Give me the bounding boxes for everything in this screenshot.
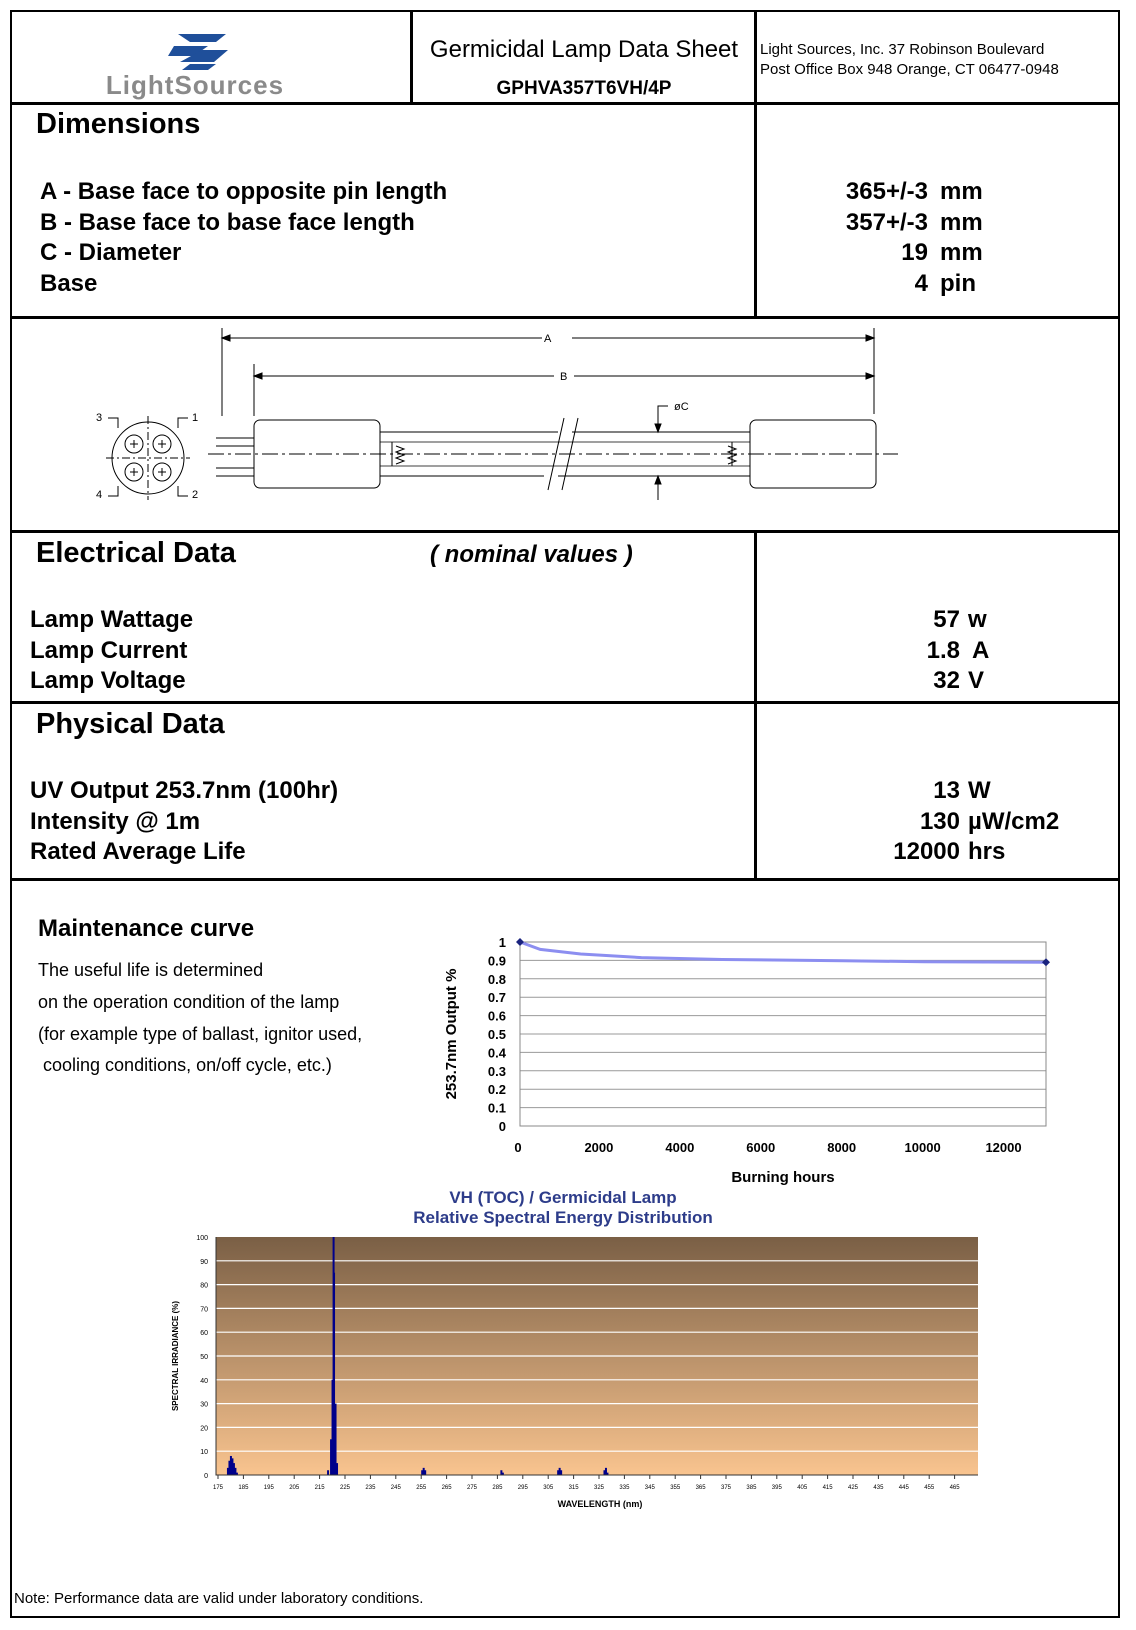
- electrical-label: Lamp Current: [30, 637, 188, 664]
- x-tick-label: 275: [466, 1485, 478, 1491]
- y-tick-label: 0: [498, 1119, 506, 1134]
- y-tick-label: 0.1: [487, 1100, 506, 1116]
- x-tick-label: 355: [670, 1485, 681, 1491]
- divider: [754, 10, 757, 103]
- y-tick-label: 0.3: [487, 1063, 506, 1079]
- y-tick-label: 0.8: [487, 971, 506, 987]
- dimension-value: 4: [914, 270, 928, 297]
- x-tick-label: 235: [365, 1485, 376, 1491]
- physical-unit: µW/cm2: [968, 808, 1060, 835]
- physical-value: 130: [919, 808, 960, 835]
- y-tick-label: 0.4: [487, 1045, 506, 1061]
- maintenance-text: (for example type of ballast, ignitor used,: [38, 1024, 363, 1044]
- x-tick-label: 2000: [584, 1140, 614, 1155]
- physical-label: Intensity @ 1m: [30, 808, 201, 835]
- spectral-y-axis-label: SPECTRAL IRRADIANCE (%): [171, 1300, 180, 1412]
- logo-text: LightSources: [105, 70, 285, 100]
- x-tick-label: 465: [949, 1485, 960, 1491]
- dimension-label: A - Base face to opposite pin length: [40, 178, 448, 205]
- dimension-unit: mm: [940, 178, 983, 205]
- y-tick-label: 0: [204, 1473, 208, 1480]
- electrical-subtitle: ( nominal values ): [430, 541, 633, 568]
- pin-label: 1: [192, 412, 199, 424]
- x-tick-label: 325: [593, 1485, 605, 1491]
- maintenance-text: cooling conditions, on/off cycle, etc.): [38, 1055, 332, 1075]
- x-tick-label: 445: [898, 1485, 909, 1491]
- x-tick-label: 415: [822, 1485, 833, 1491]
- x-tick-label: 345: [644, 1485, 655, 1491]
- x-tick-label: 425: [847, 1485, 859, 1491]
- x-tick-label: 265: [441, 1485, 452, 1491]
- x-tick-label: 385: [746, 1485, 757, 1491]
- data-point: [516, 938, 524, 946]
- x-tick-label: 6000: [746, 1140, 776, 1155]
- spectral-bar: [560, 1470, 562, 1475]
- electrical-label: Lamp Wattage: [30, 606, 194, 633]
- physical-unit: hrs: [968, 838, 1006, 865]
- dimension-value: 19: [901, 239, 928, 266]
- dimension-b-label: B: [560, 371, 568, 383]
- divider: [10, 878, 1120, 881]
- spectral-bar: [336, 1463, 338, 1475]
- maintenance-text: on the operation condition of the lamp: [38, 992, 340, 1012]
- maintenance-title: Maintenance curve: [38, 915, 255, 942]
- electrical-title: Electrical Data: [36, 537, 236, 569]
- y-tick-label: 100: [196, 1235, 208, 1242]
- dimensions-title: Dimensions: [36, 108, 201, 140]
- pin-label: 3: [96, 412, 103, 424]
- divider: [10, 530, 1120, 533]
- electrical-value: 57: [933, 606, 960, 633]
- x-tick-label: 405: [797, 1485, 808, 1491]
- x-tick-label: 245: [390, 1485, 401, 1491]
- dimension-label: C - Diameter: [40, 239, 182, 266]
- spectral-title: VH (TOC) / Germicidal Lamp: [449, 1188, 677, 1207]
- base-end-view: [96, 412, 198, 501]
- dimension-label: B - Base face to base face length: [40, 209, 415, 236]
- dimension-label: Base: [40, 270, 98, 297]
- x-tick-label: 185: [238, 1485, 249, 1491]
- physical-value: 12000: [893, 838, 960, 865]
- physical-label: Rated Average Life: [30, 838, 246, 865]
- lamp-drawing: [12, 320, 1118, 528]
- data-point: [1042, 958, 1050, 966]
- y-tick-label: 0.9: [487, 953, 506, 969]
- divider: [754, 530, 757, 702]
- x-tick-label: 195: [263, 1485, 274, 1491]
- y-tick-label: 60: [200, 1330, 208, 1338]
- y-axis-label: 253.7nm Output %: [443, 968, 460, 1100]
- address-line-1: Light Sources, Inc. 37 Robinson Boulevard: [760, 41, 1045, 58]
- x-tick-label: 335: [619, 1485, 630, 1491]
- output-curve: [520, 942, 1046, 962]
- y-tick-label: 30: [200, 1401, 208, 1409]
- x-tick-label: 395: [771, 1485, 782, 1491]
- x-tick-label: 285: [492, 1485, 503, 1491]
- x-tick-label: 175: [212, 1485, 224, 1491]
- x-tick-label: 205: [289, 1485, 300, 1491]
- y-tick-label: 20: [200, 1425, 208, 1433]
- spectral-x-axis-label: WAVELENGTH (nm): [557, 1499, 643, 1509]
- x-tick-label: 295: [517, 1485, 528, 1491]
- electrical-unit: w: [968, 606, 987, 633]
- spectral-chart: [160, 1185, 1000, 1525]
- divider: [10, 316, 1120, 319]
- dimension-unit: mm: [940, 209, 983, 236]
- physical-value: 13: [933, 777, 960, 804]
- y-tick-label: 80: [200, 1282, 208, 1290]
- x-tick-label: 4000: [665, 1140, 695, 1155]
- document-title: Germicidal Lamp Data Sheet: [429, 36, 739, 63]
- model-number: GPHVA357T6VH/4P: [496, 78, 672, 99]
- y-tick-label: 0.5: [487, 1027, 506, 1042]
- physical-label: UV Output 253.7nm (100hr): [30, 777, 339, 804]
- y-tick-label: 70: [200, 1306, 208, 1314]
- divider: [754, 102, 757, 317]
- company-logo: [60, 28, 330, 98]
- dimension-a-label: A: [544, 333, 552, 345]
- footer-note: Note: Performance data are valid under laboratory conditions.: [14, 1590, 424, 1607]
- physical-unit: W: [968, 777, 991, 804]
- physical-title: Physical Data: [36, 708, 225, 740]
- company-address: [760, 40, 1059, 80]
- y-tick-label: 0.7: [487, 990, 506, 1006]
- electrical-label: Lamp Voltage: [30, 667, 186, 694]
- dimension-unit: pin: [940, 270, 976, 297]
- electrical-value: 32: [933, 667, 960, 694]
- y-tick-label: 10: [200, 1449, 208, 1457]
- spectral-subtitle: Relative Spectral Energy Distribution: [413, 1208, 713, 1227]
- x-tick-label: 215: [314, 1485, 325, 1491]
- x-tick-label: 8000: [827, 1140, 857, 1155]
- dimension-value: 357+/-3: [845, 209, 928, 236]
- x-tick-label: 455: [924, 1485, 935, 1491]
- y-tick-label: 1: [498, 935, 506, 950]
- address-line-2: Post Office Box 948 Orange, CT 06477-0948: [760, 61, 1059, 78]
- x-tick-label: 0: [514, 1140, 522, 1155]
- electrical-value: 1.8: [926, 637, 960, 664]
- y-tick-label: 50: [200, 1354, 208, 1361]
- x-tick-label: 375: [720, 1485, 732, 1491]
- electrical-unit: A: [972, 637, 990, 664]
- divider: [10, 102, 1120, 105]
- x-tick-label: 305: [543, 1485, 554, 1491]
- pin-label: 2: [192, 489, 199, 501]
- x-tick-label: 435: [873, 1485, 884, 1491]
- dimension-value: 365+/-3: [845, 178, 928, 205]
- spectral-bar: [424, 1470, 426, 1475]
- spectral-bar: [327, 1470, 329, 1475]
- y-tick-label: 0.6: [487, 1008, 506, 1024]
- electrical-unit: V: [968, 667, 985, 694]
- divider: [10, 701, 1120, 704]
- dimension-unit: mm: [940, 239, 983, 266]
- x-tick-label: 255: [416, 1485, 427, 1491]
- y-tick-label: 40: [200, 1377, 208, 1385]
- maintenance-chart: [440, 930, 1060, 1190]
- maintenance-text: The useful life is determined: [38, 960, 264, 980]
- x-tick-label: 12000: [985, 1140, 1022, 1155]
- x-axis-label: Burning hours: [731, 1169, 835, 1186]
- divider: [754, 701, 757, 879]
- x-tick-label: 225: [339, 1485, 351, 1491]
- x-tick-label: 10000: [904, 1140, 941, 1155]
- pin-label: 4: [96, 489, 103, 501]
- x-tick-label: 365: [695, 1485, 706, 1491]
- x-tick-label: 315: [568, 1485, 579, 1491]
- dimension-c-label: øC: [674, 401, 689, 413]
- divider: [410, 10, 413, 103]
- y-tick-label: 90: [200, 1258, 208, 1266]
- y-tick-label: 0.2: [487, 1082, 506, 1098]
